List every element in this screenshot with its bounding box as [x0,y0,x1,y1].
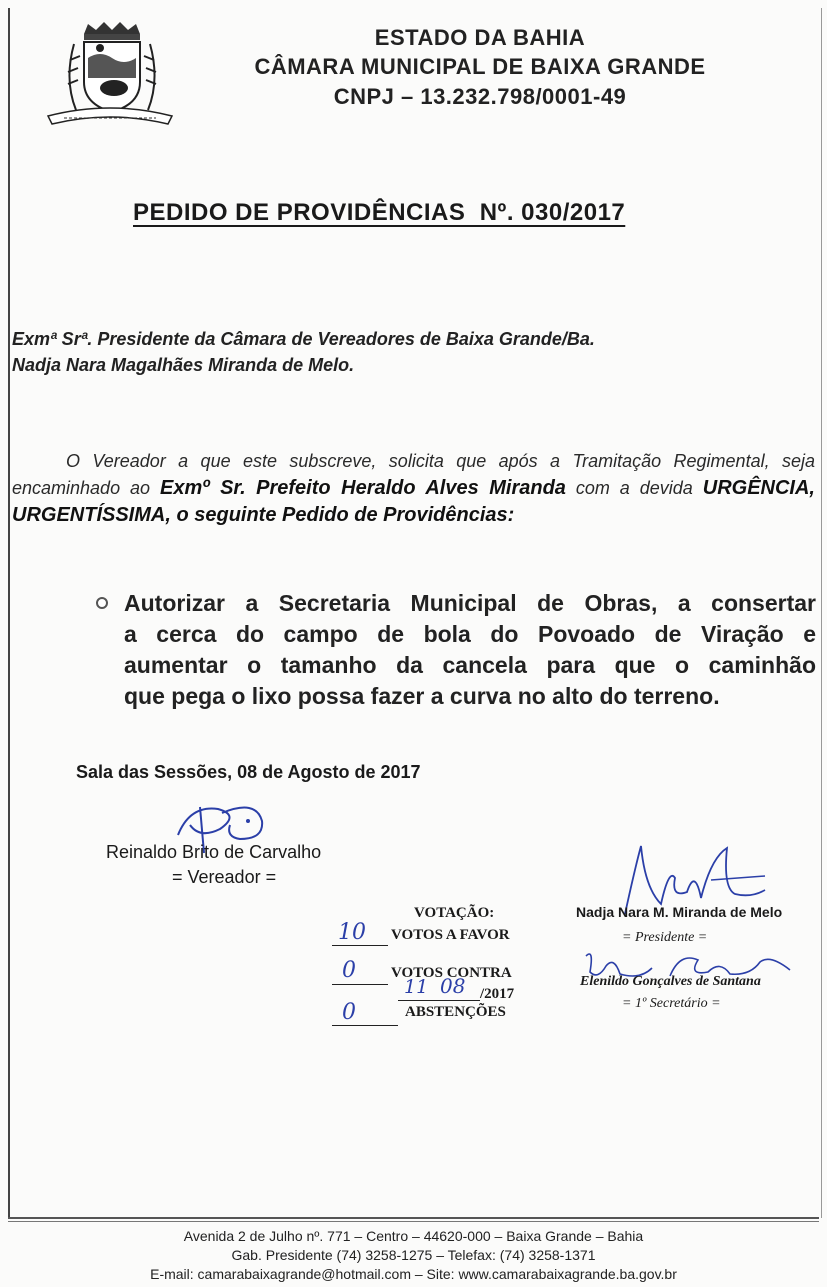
president-role: = Presidente = [622,930,708,945]
votes-abst-count: 0 [342,1000,356,1025]
councillor-name: Reinaldo Brito de Carvalho [106,842,322,862]
vote-date-day: 11 [404,976,429,998]
voting-heading: VOTAÇÃO: [414,905,495,921]
body-part-3: , o seguinte Pedido de Providências: [165,504,515,526]
addressee-line-1: Exmª Srª. Presidente da Câmara de Vereadores de Baixa Grande/Ba. [12,329,595,349]
session-date: Sala das Sessões, 08 de Agosto de 2017 [76,762,421,782]
votes-favor-count: 10 [338,920,366,945]
vote-date-year: /2017 [480,986,515,1002]
vote-date-line [398,1000,480,1001]
footer-rule [8,1217,819,1219]
body-urgency: URGÊNCIA, URGENTÍSSIMA [12,477,815,526]
votes-contra-line [332,984,388,985]
footer-phones: Gab. Presidente (74) 3258-1275 – Telefax: (74) 3258-1371 [231,1247,596,1263]
votes-abst-label: ABSTENÇÕES [405,1004,506,1020]
municipal-crest-icon [44,20,176,128]
footer-contact: E-mail: camarabaixagrande@hotmail.com – Site: www.camarabaixagrande.ba.gov.br [150,1266,677,1282]
body-mayor: Exmº Sr. Prefeito Heraldo Alves Miranda [160,477,566,499]
request-line-4: que pega o lixo possa fazer a curva no alto do terreno. [124,683,720,709]
header-state: ESTADO DA BAHIA [374,25,586,50]
request-line-1: Autorizar a Secretaria Municipal de Obras, a consertar [124,590,816,616]
body-part-2: com a devida [565,478,703,498]
president-name: Nadja Nara M. Miranda de Melo [576,904,783,920]
header-chamber: CÂMARA MUNICIPAL DE BAIXA GRANDE [254,54,706,79]
footer-address: Avenida 2 de Julho nº. 771 – Centro – 44620-000 – Baixa Grande – Bahia [183,1228,644,1244]
councillor-role: = Vereador = [172,867,277,887]
votes-favor-label: VOTOS A FAVOR [391,927,510,943]
secretary-role: = 1º Secretário = [622,996,721,1011]
document-title-text: PEDIDO DE PROVIDÊNCIAS Nº. 030/2017 [133,199,626,226]
votes-favor-line [332,945,388,946]
request-line-3: aumentar o tamanho da cancela para que o caminhão [124,652,816,678]
request-line-2: a cerca do campo de bola do Povoado de Viração e [124,621,816,647]
votes-contra-label: VOTOS CONTRA [391,965,512,981]
footer-rule-thin [8,1221,819,1222]
vote-date-month: 08 [440,974,466,998]
body-part-1: O Vereador a que este subscreve, solicita que após a Tramitação Regimental, seja encaminhado ao [12,451,815,498]
votes-abst-line [332,1025,398,1026]
secretary-name: Elenildo Gonçalves de Santana [580,974,761,989]
votes-contra-count: 0 [342,958,356,983]
addressee-line-2: Nadja Nara Magalhães Miranda de Melo. [12,355,355,375]
document-title [133,199,625,227]
bullet-icon [96,597,108,609]
request-paragraph [12,448,815,529]
header-cnpj: CNPJ – 13.232.798/0001-49 [333,84,627,109]
